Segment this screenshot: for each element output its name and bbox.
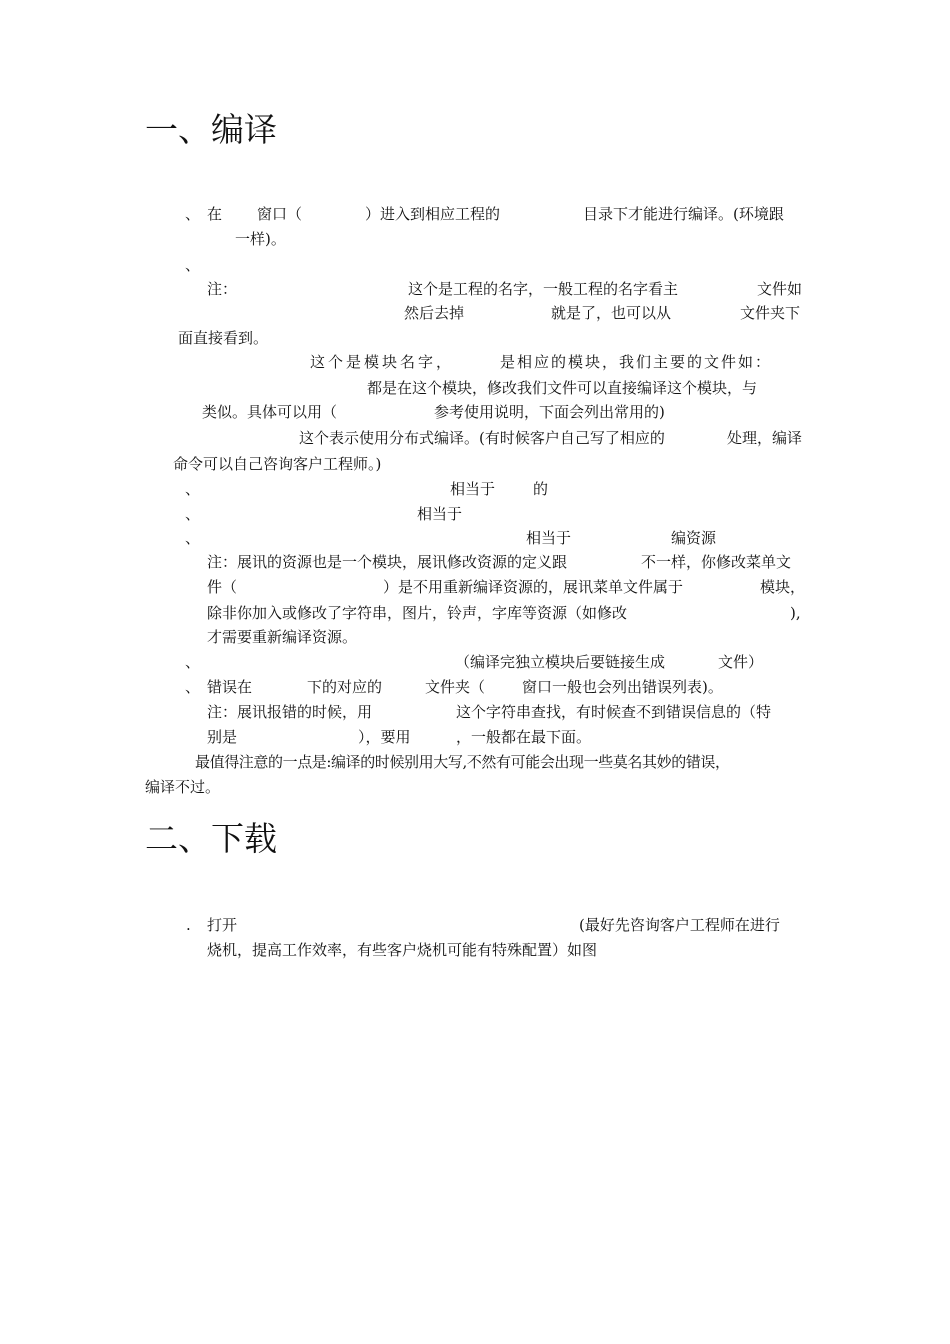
module-text-c: 都是在这个模块，修改我们文件可以直接编译这个模块，与: [367, 379, 758, 397]
final-text-a: 最值得注意的一点是:编译的时候别用大写,不然有可能会出现一些莫名其妙的错误，: [195, 753, 730, 771]
item7-note-1: 注：展讯报错的时候，用: [207, 703, 373, 721]
dist-text-a: 这个表示使用分布式编译。(有时候客户自己写了相应的: [299, 429, 665, 447]
item3-text-b: 的: [533, 480, 549, 498]
note1-text-d: 就是了，也可以从: [551, 304, 672, 322]
item5-note-3: 件（: [207, 578, 238, 596]
item1-text-d: 目录下才能进行编译。(环境跟: [583, 205, 784, 223]
module-text-d: 类似。具体可以用（: [202, 403, 338, 421]
item1-continuation: 一样)。: [235, 230, 286, 248]
list-marker: .: [186, 916, 191, 934]
item5-note-2: 不一样，你修改菜单文: [641, 553, 792, 571]
list-marker: 、: [185, 256, 201, 274]
note-label: 注：: [207, 280, 238, 298]
item7-text-a: 错误在: [207, 678, 253, 696]
list-marker: 、: [185, 653, 201, 671]
note1-text-e: 文件夹下: [740, 304, 801, 322]
item1-text-b: 窗口（: [257, 205, 303, 223]
dist-text-b: 处理，编译: [727, 429, 803, 447]
item5-note-7: ),: [790, 604, 801, 622]
item5-text-b: 编资源: [671, 529, 717, 547]
item5-note-8: 才需要重新编译资源。: [207, 628, 358, 646]
list-marker: 、: [185, 678, 201, 696]
item7-note-5: ，一般都在最下面。: [456, 728, 592, 746]
section-heading-compile: 一、编译: [145, 110, 277, 149]
note1-text-b: 文件如: [757, 280, 803, 298]
item7-text-d: 窗口一般也会列出错误列表)。: [522, 678, 723, 696]
item7-note-4: ），要用: [358, 728, 411, 746]
final-text-b: 编译不过。: [145, 778, 221, 796]
module-text-b: 是相应的模块，我们主要的文件如：: [500, 353, 773, 371]
item7-note-3: 别是: [207, 728, 238, 746]
item3-text-a: 相当于: [450, 480, 496, 498]
item1-text-a: 在: [207, 205, 223, 223]
note1-text-c: 然后去掉: [404, 304, 465, 322]
module-text-a: 这个是模块名字，: [310, 353, 455, 371]
item7-note-2: 这个字符串查找，有时候查不到错误信息的（特: [456, 703, 772, 721]
item5-note-6: 除非你加入或修改了字符串，图片，铃声，字库等资源（如修改: [207, 604, 628, 622]
item7-text-c: 文件夹（: [425, 678, 486, 696]
item5-note-5: 模块，: [760, 578, 806, 596]
item5-note-1: 注：展讯的资源也是一个模块，展讯修改资源的定义跟: [207, 553, 568, 571]
list-marker: 、: [185, 505, 201, 523]
list-marker: 、: [185, 480, 201, 498]
note1-text-f: 面直接看到。: [178, 329, 269, 347]
download-text-b: (最好先咨询客户工程师在进行: [579, 916, 780, 934]
item7-text-b: 下的对应的: [307, 678, 383, 696]
dist-text-c: 命令可以自己咨询客户工程师。): [173, 455, 382, 473]
note1-text-a: 这个是工程的名字，一般工程的名字看主: [408, 280, 679, 298]
item6-text-a: （编译完独立模块后要链接生成: [455, 653, 666, 671]
download-text-a: 打开: [207, 916, 238, 934]
item5-text-a: 相当于: [526, 529, 572, 547]
list-marker: 、: [185, 529, 201, 547]
item6-text-b: 文件）: [718, 653, 764, 671]
item4-text-a: 相当于: [417, 505, 463, 523]
list-marker: 、: [185, 205, 201, 223]
section-heading-download: 二、下载: [145, 819, 277, 858]
item1-text-c: ）进入到相应工程的: [365, 205, 501, 223]
item5-note-4: ）是不用重新编译资源的，展讯菜单文件属于: [383, 578, 684, 596]
download-text-c: 烧机，提高工作效率，有些客户烧机可能有特殊配置）如图: [207, 941, 598, 959]
module-text-e: 参考使用说明，下面会列出常用的): [434, 403, 665, 421]
